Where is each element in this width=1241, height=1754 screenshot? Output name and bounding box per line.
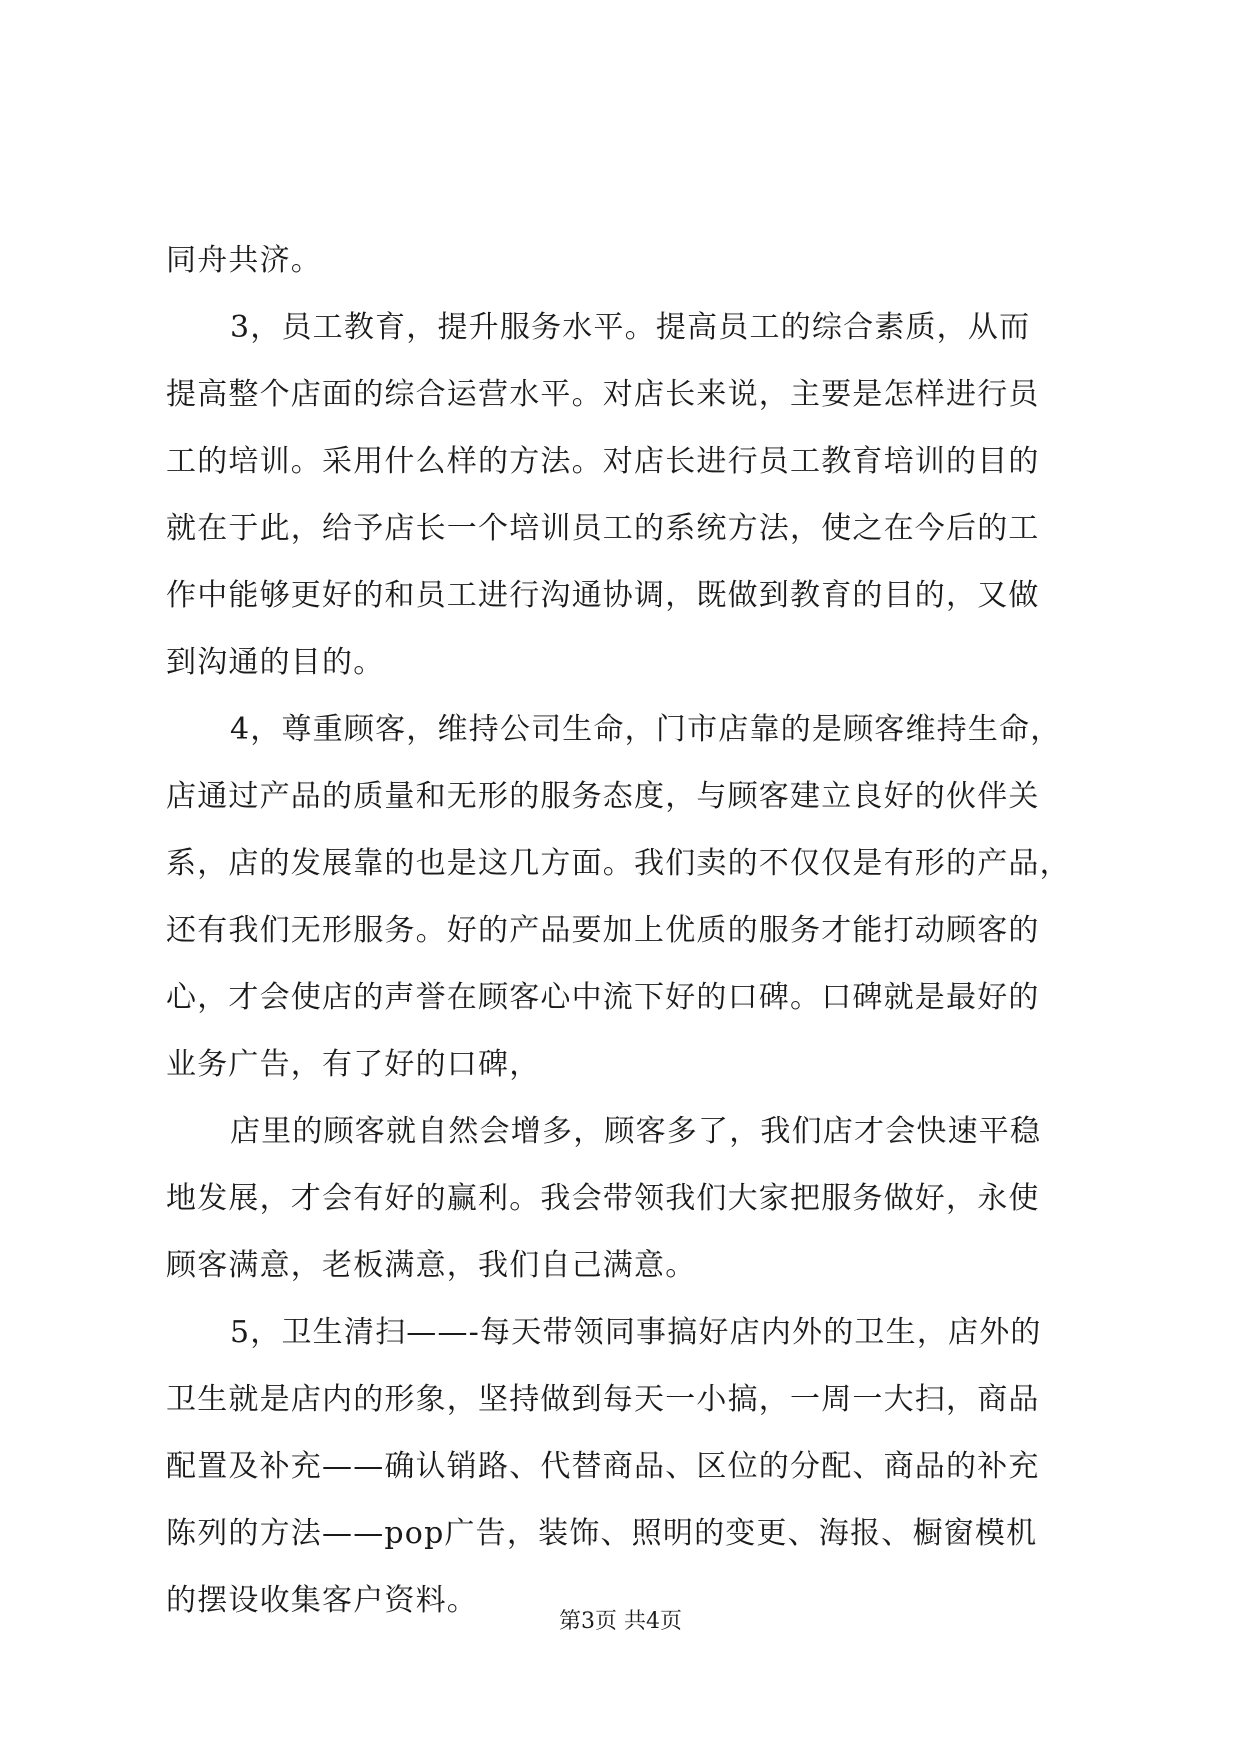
text-line: 工的培训。采用什么样的方法。对店长进行员工教育培训的目的 [166, 444, 1040, 479]
document-body [166, 227, 1081, 1634]
text-line: 业务广告，有了好的口碑， [166, 1047, 541, 1082]
text-line: 系，店的发展靠的也是这几方面。我们卖的不仅仅是有形的产品， [166, 846, 1071, 881]
text-line: 店通过产品的质量和无形的服务态度，与顾客建立良好的伙伴关 [166, 779, 1040, 814]
text-line: 同舟共济。 [166, 243, 322, 278]
text-line: 3，员工教育，提升服务水平。提高员工的综合素质，从而 [230, 310, 1031, 345]
text-line: 配置及补充——确认销路、代替商品、区位的分配、商品的补充 [166, 1449, 1040, 1484]
text-line: 还有我们无形服务。好的产品要加上优质的服务才能打动顾客的 [166, 913, 1040, 948]
text-line: 心，才会使店的声誉在顾客心中流下好的口碑。口碑就是最好的 [166, 980, 1040, 1015]
text-line: 5，卫生清扫——-每天带领同事搞好店内外的卫生，店外的 [230, 1315, 1042, 1350]
text-line: 作中能够更好的和员工进行沟通协调，既做到教育的目的，又做 [166, 578, 1040, 613]
page-footer [0, 1607, 1241, 1637]
text-line: 地发展，才会有好的赢利。我会带领我们大家把服务做好，永使 [166, 1181, 1040, 1216]
page-number-label: 第3页 共4页 [559, 1609, 682, 1634]
text-line: 顾客满意，老板满意，我们自己满意。 [166, 1248, 697, 1283]
text-line: 4，尊重顾客，维持公司生命，门市店靠的是顾客维持生命， [230, 712, 1062, 747]
text-line: 提高整个店面的综合运营水平。对店长来说，主要是怎样进行员 [166, 377, 1040, 412]
text-line: 就在于此，给予店长一个培训员工的系统方法，使之在今后的工 [166, 511, 1040, 546]
text-line: 店里的顾客就自然会增多，顾客多了，我们店才会快速平稳 [230, 1114, 1042, 1149]
text-line: 到沟通的目的。 [166, 645, 385, 680]
text-line: 的摆设收集客户资料。 [166, 1583, 478, 1618]
text-line: 卫生就是店内的形象，坚持做到每天一小搞，一周一大扫，商品 [166, 1382, 1040, 1417]
text-line: 陈列的方法——pop广告，装饰、照明的变更、海报、橱窗模机 [166, 1516, 1038, 1551]
